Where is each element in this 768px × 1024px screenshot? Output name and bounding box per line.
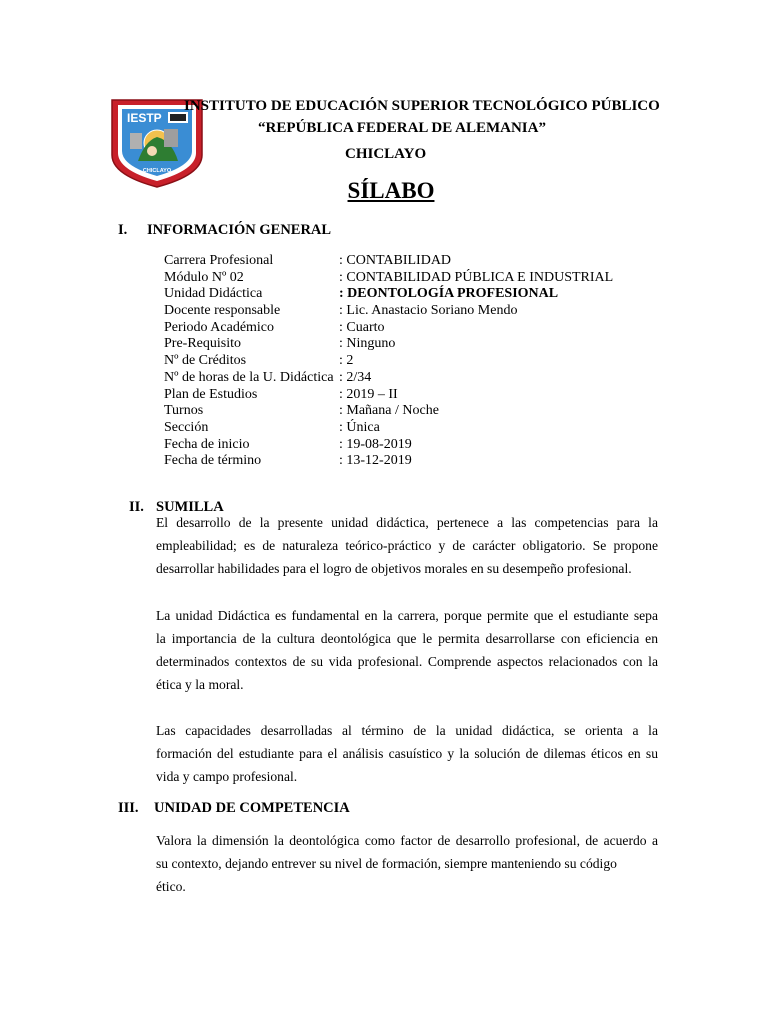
- section-title: UNIDAD DE COMPETENCIA: [154, 800, 350, 816]
- info-value: : Mañana / Noche: [339, 403, 439, 419]
- info-value: : Lic. Anastacio Soriano Mendo: [339, 303, 518, 319]
- info-label: Plan de Estudios: [164, 386, 258, 402]
- info-label: Fecha de inicio: [164, 436, 250, 452]
- document-title: SÍLABO: [347, 178, 435, 203]
- info-value: : CONTABILIDAD: [339, 253, 452, 268]
- section-title: SUMILLA: [156, 499, 224, 515]
- paragraph-line: El desarrollo de la presente unidad didáctica, pertenece a las competencias para la: [156, 515, 658, 530]
- info-label: Periodo Académico: [164, 319, 275, 335]
- paragraph-line: Las capacidades desarrolladas al término de la unidad didáctica, se orienta a la: [156, 723, 658, 738]
- sumilla-paragraph-3: [156, 719, 658, 788]
- info-value: : 19-08-2019: [339, 436, 412, 452]
- section-number: III.: [118, 800, 139, 816]
- paragraph-line: Valora la dimensión la deontológica como factor de desarrollo profesional, de acuerdo a: [156, 833, 658, 848]
- info-label: Carrera Profesional: [164, 253, 274, 268]
- info-value: : 2: [339, 353, 354, 369]
- paragraph-line: la importancia de la cultura deontológica que le permita desarrollarse con eficiencia en: [156, 631, 658, 646]
- institution-subtitle: “REPÚBLICA FEDERAL DE ALEMANIA”: [258, 120, 546, 136]
- paragraph-line: La unidad Didáctica es fundamental en la carrera, porque permite que el estudiante sepa: [156, 608, 658, 623]
- info-label: Turnos: [164, 403, 204, 419]
- info-value: : 2/34: [339, 369, 372, 385]
- sumilla-paragraph-2: [156, 604, 658, 696]
- info-value: : Cuarto: [339, 319, 385, 335]
- paragraph-line: formación del estudiante para el análisis casuístico y la solución de dilemas éticos en su: [156, 746, 658, 761]
- info-label: Pre-Requisito: [164, 336, 241, 352]
- logo-city: CHICLAYO: [142, 168, 172, 174]
- paragraph-line: vida y campo profesional.: [156, 769, 298, 784]
- info-label: Nº de Créditos: [164, 353, 247, 369]
- info-label: Nº de horas de la U. Didáctica: [164, 369, 334, 385]
- institution-city: CHICLAYO: [345, 146, 427, 162]
- sumilla-paragraph-1: [156, 511, 658, 580]
- info-value: : 13-12-2019: [339, 453, 412, 469]
- info-value: : Ninguno: [339, 336, 396, 352]
- paragraph-line: su contexto, dejando entrever su nivel de formación, siempre manteniendo su código: [156, 856, 617, 871]
- info-label: Unidad Didáctica: [164, 286, 263, 302]
- info-value: : 2019 – II: [339, 386, 398, 402]
- info-label: Docente responsable: [164, 303, 281, 319]
- section-number: II.: [129, 499, 144, 515]
- logo-text: IESTP: [127, 111, 162, 125]
- competencia-paragraph: [156, 829, 658, 898]
- paragraph-line: desarrollar habilidades para el logro de objetivos morales en su desempeño profesional.: [156, 561, 632, 576]
- info-value: : CONTABILIDAD PÚBLICA E INDUSTRIAL: [339, 269, 614, 285]
- info-value: : DEONTOLOGÍA PROFESIONAL: [339, 286, 559, 302]
- paragraph-line: ético.: [156, 879, 186, 894]
- paragraph-line: empleabilidad; es de naturaleza teórico-práctico y de carácter obligatorio. Se propone: [156, 538, 658, 553]
- info-label: Fecha de término: [164, 453, 262, 469]
- section-number: I.: [118, 222, 128, 238]
- paragraph-line: ética y la moral.: [156, 677, 244, 692]
- info-label: Módulo Nº 02: [164, 269, 244, 285]
- section-title: INFORMACIÓN GENERAL: [147, 222, 332, 238]
- info-label: Sección: [164, 419, 209, 435]
- paragraph-line: determinados contextos de su vida profesional. Comprende aspectos relacionados con la: [156, 654, 658, 669]
- info-value: : Única: [339, 419, 380, 435]
- institution-name: INSTITUTO DE EDUCACIÓN SUPERIOR TECNOLÓGICO PÚBLICO: [184, 98, 660, 114]
